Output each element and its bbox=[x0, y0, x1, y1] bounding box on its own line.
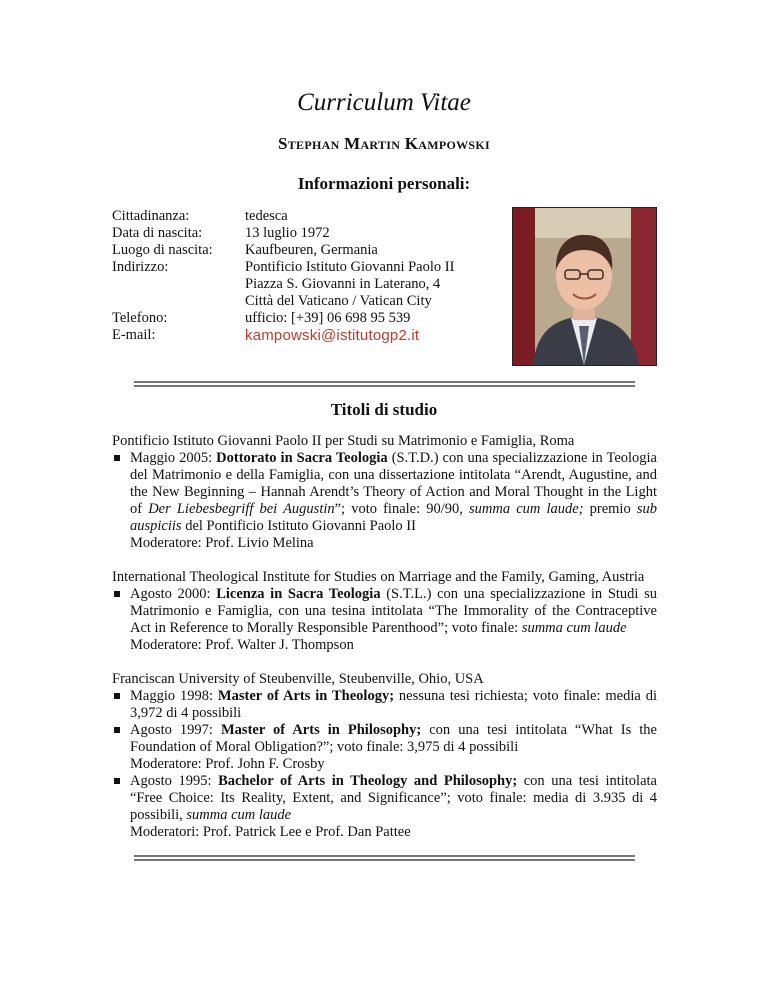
degree-title: Master of Arts in Philosophy; bbox=[220, 722, 422, 738]
value-birth-date: 13 luglio 1972 bbox=[245, 225, 330, 241]
degree-item bbox=[112, 586, 657, 654]
degree-item bbox=[112, 688, 657, 722]
label-address: Indirizzo: bbox=[112, 259, 169, 275]
degree-date: Agosto 2000: bbox=[130, 586, 217, 602]
institution-name: Pontificio Istituto Giovanni Paolo II per Studi su Matrimonio e Famiglia, Roma bbox=[112, 433, 575, 449]
degree-text: (S.T.D.) con una specializzazione in Teologia del Matrimonio e della Famiglia, con una dissertazione intitolata “Arendt, Augustine, and the New Beginning – Hannah Arendt’s Theory of Action and Moral Thought in the Light of bbox=[130, 450, 657, 517]
institution-block bbox=[112, 569, 657, 654]
degree-title: Bachelor of Arts in Theology and Philosophy; bbox=[218, 773, 518, 789]
value-address-line-3: Città del Vaticano / Vatican City bbox=[245, 293, 432, 309]
label-birth-place: Luogo di nascita: bbox=[112, 242, 213, 258]
degree-text-italic: summa cum laude; bbox=[469, 501, 584, 517]
degree-text-italic: sub auspiciis bbox=[130, 501, 657, 534]
degree-date: Maggio 1998: bbox=[130, 688, 218, 704]
institution-name: International Theological Institute for Studies on Marriage and the Family, Gaming, Austria bbox=[112, 569, 645, 585]
person-name: Stephan Martin Kampowski bbox=[277, 134, 490, 153]
degree-text: nessuna tesi richiesta; voto finale: media di 3,972 di 4 possibili bbox=[130, 688, 657, 721]
email-row bbox=[245, 327, 505, 347]
label-spacer bbox=[112, 293, 242, 310]
degree-date: Maggio 2005: bbox=[130, 450, 217, 466]
value-phone: ufficio: [+39] 06 698 95 539 bbox=[245, 310, 411, 326]
degree-item bbox=[112, 722, 657, 773]
degree-title: Dottorato in Sacra Teologia bbox=[216, 450, 388, 466]
degree-date: Agosto 1997: bbox=[130, 722, 221, 738]
degree-text-italic: summa cum laude bbox=[186, 807, 292, 823]
divider bbox=[134, 855, 635, 862]
label-citizenship: Cittadinanza: bbox=[112, 208, 190, 224]
document-title: Curriculum Vitae bbox=[297, 89, 471, 116]
degree-moderator: Moderatore: Prof. Walter J. Thompson bbox=[130, 637, 354, 653]
personal-info-heading: Informazioni personali: bbox=[297, 174, 471, 193]
personal-info-labels bbox=[112, 208, 242, 344]
degree-title: Master of Arts in Theology; bbox=[217, 688, 395, 704]
degree-text: del Pontificio Istituto Giovanni Paolo II bbox=[181, 518, 416, 534]
degree-text: (S.T.L.) con una specializzazione in Studi su Matrimonio e Famiglia, con una tesina intitolata “The Immorality of the Contraceptive Act in Reference to Morally Responsible Parenthood”; voto finale: bbox=[130, 586, 657, 636]
degree-text-italic: summa cum laude bbox=[521, 620, 627, 636]
degree-title: Licenza in Sacra Teologia bbox=[216, 586, 381, 602]
degree-date: Agosto 1995: bbox=[130, 773, 219, 789]
label-phone: Telefono: bbox=[112, 310, 168, 326]
value-citizenship: tedesca bbox=[245, 208, 288, 224]
value-address-line-1: Pontificio Istituto Giovanni Paolo II bbox=[245, 259, 455, 275]
profile-photo bbox=[512, 207, 657, 366]
degree-text: con una tesi intitolata “Free Choice: Its Reality, Extent, and Significance”; voto finale: media di 3.935 di 4 possibili, bbox=[130, 773, 657, 823]
degree-text: con una tesi intitolata “What Is the Foundation of Moral Obligation?”; voto finale: 3,975 di 4 possibili bbox=[130, 722, 657, 755]
degree-moderator: Moderatore: Prof. Livio Melina bbox=[130, 535, 314, 551]
degree-text-italic: Der Liebesbegriff bei Augustin bbox=[148, 501, 335, 517]
label-email: E-mail: bbox=[112, 327, 156, 343]
education-list bbox=[112, 433, 657, 862]
label-birth-date: Data di nascita: bbox=[112, 225, 203, 241]
value-address-line-2: Piazza S. Giovanni in Laterano, 4 bbox=[245, 276, 441, 292]
degree-moderator: Moderatori: Prof. Patrick Lee e Prof. Dan Pattee bbox=[130, 824, 411, 840]
education-heading: Titoli di studio bbox=[330, 400, 438, 419]
degree-text: premio bbox=[583, 501, 637, 517]
degree-item bbox=[112, 450, 657, 552]
degree-item bbox=[112, 773, 657, 841]
label-spacer bbox=[112, 276, 242, 293]
institution-block bbox=[112, 671, 657, 841]
email-link[interactable]: kampowski@istitutogp2.it bbox=[245, 327, 420, 344]
portrait-image bbox=[513, 208, 656, 365]
institution-name: Franciscan University of Steubenville, Steubenville, Ohio, USA bbox=[112, 671, 484, 687]
value-birth-place: Kaufbeuren, Germania bbox=[245, 242, 378, 258]
divider bbox=[134, 381, 635, 388]
institution-block bbox=[112, 433, 657, 552]
personal-info-values bbox=[245, 208, 505, 347]
degree-moderator: Moderatore: Prof. John F. Crosby bbox=[130, 756, 325, 772]
degree-text: ”; voto finale: 90/90, bbox=[334, 501, 470, 517]
